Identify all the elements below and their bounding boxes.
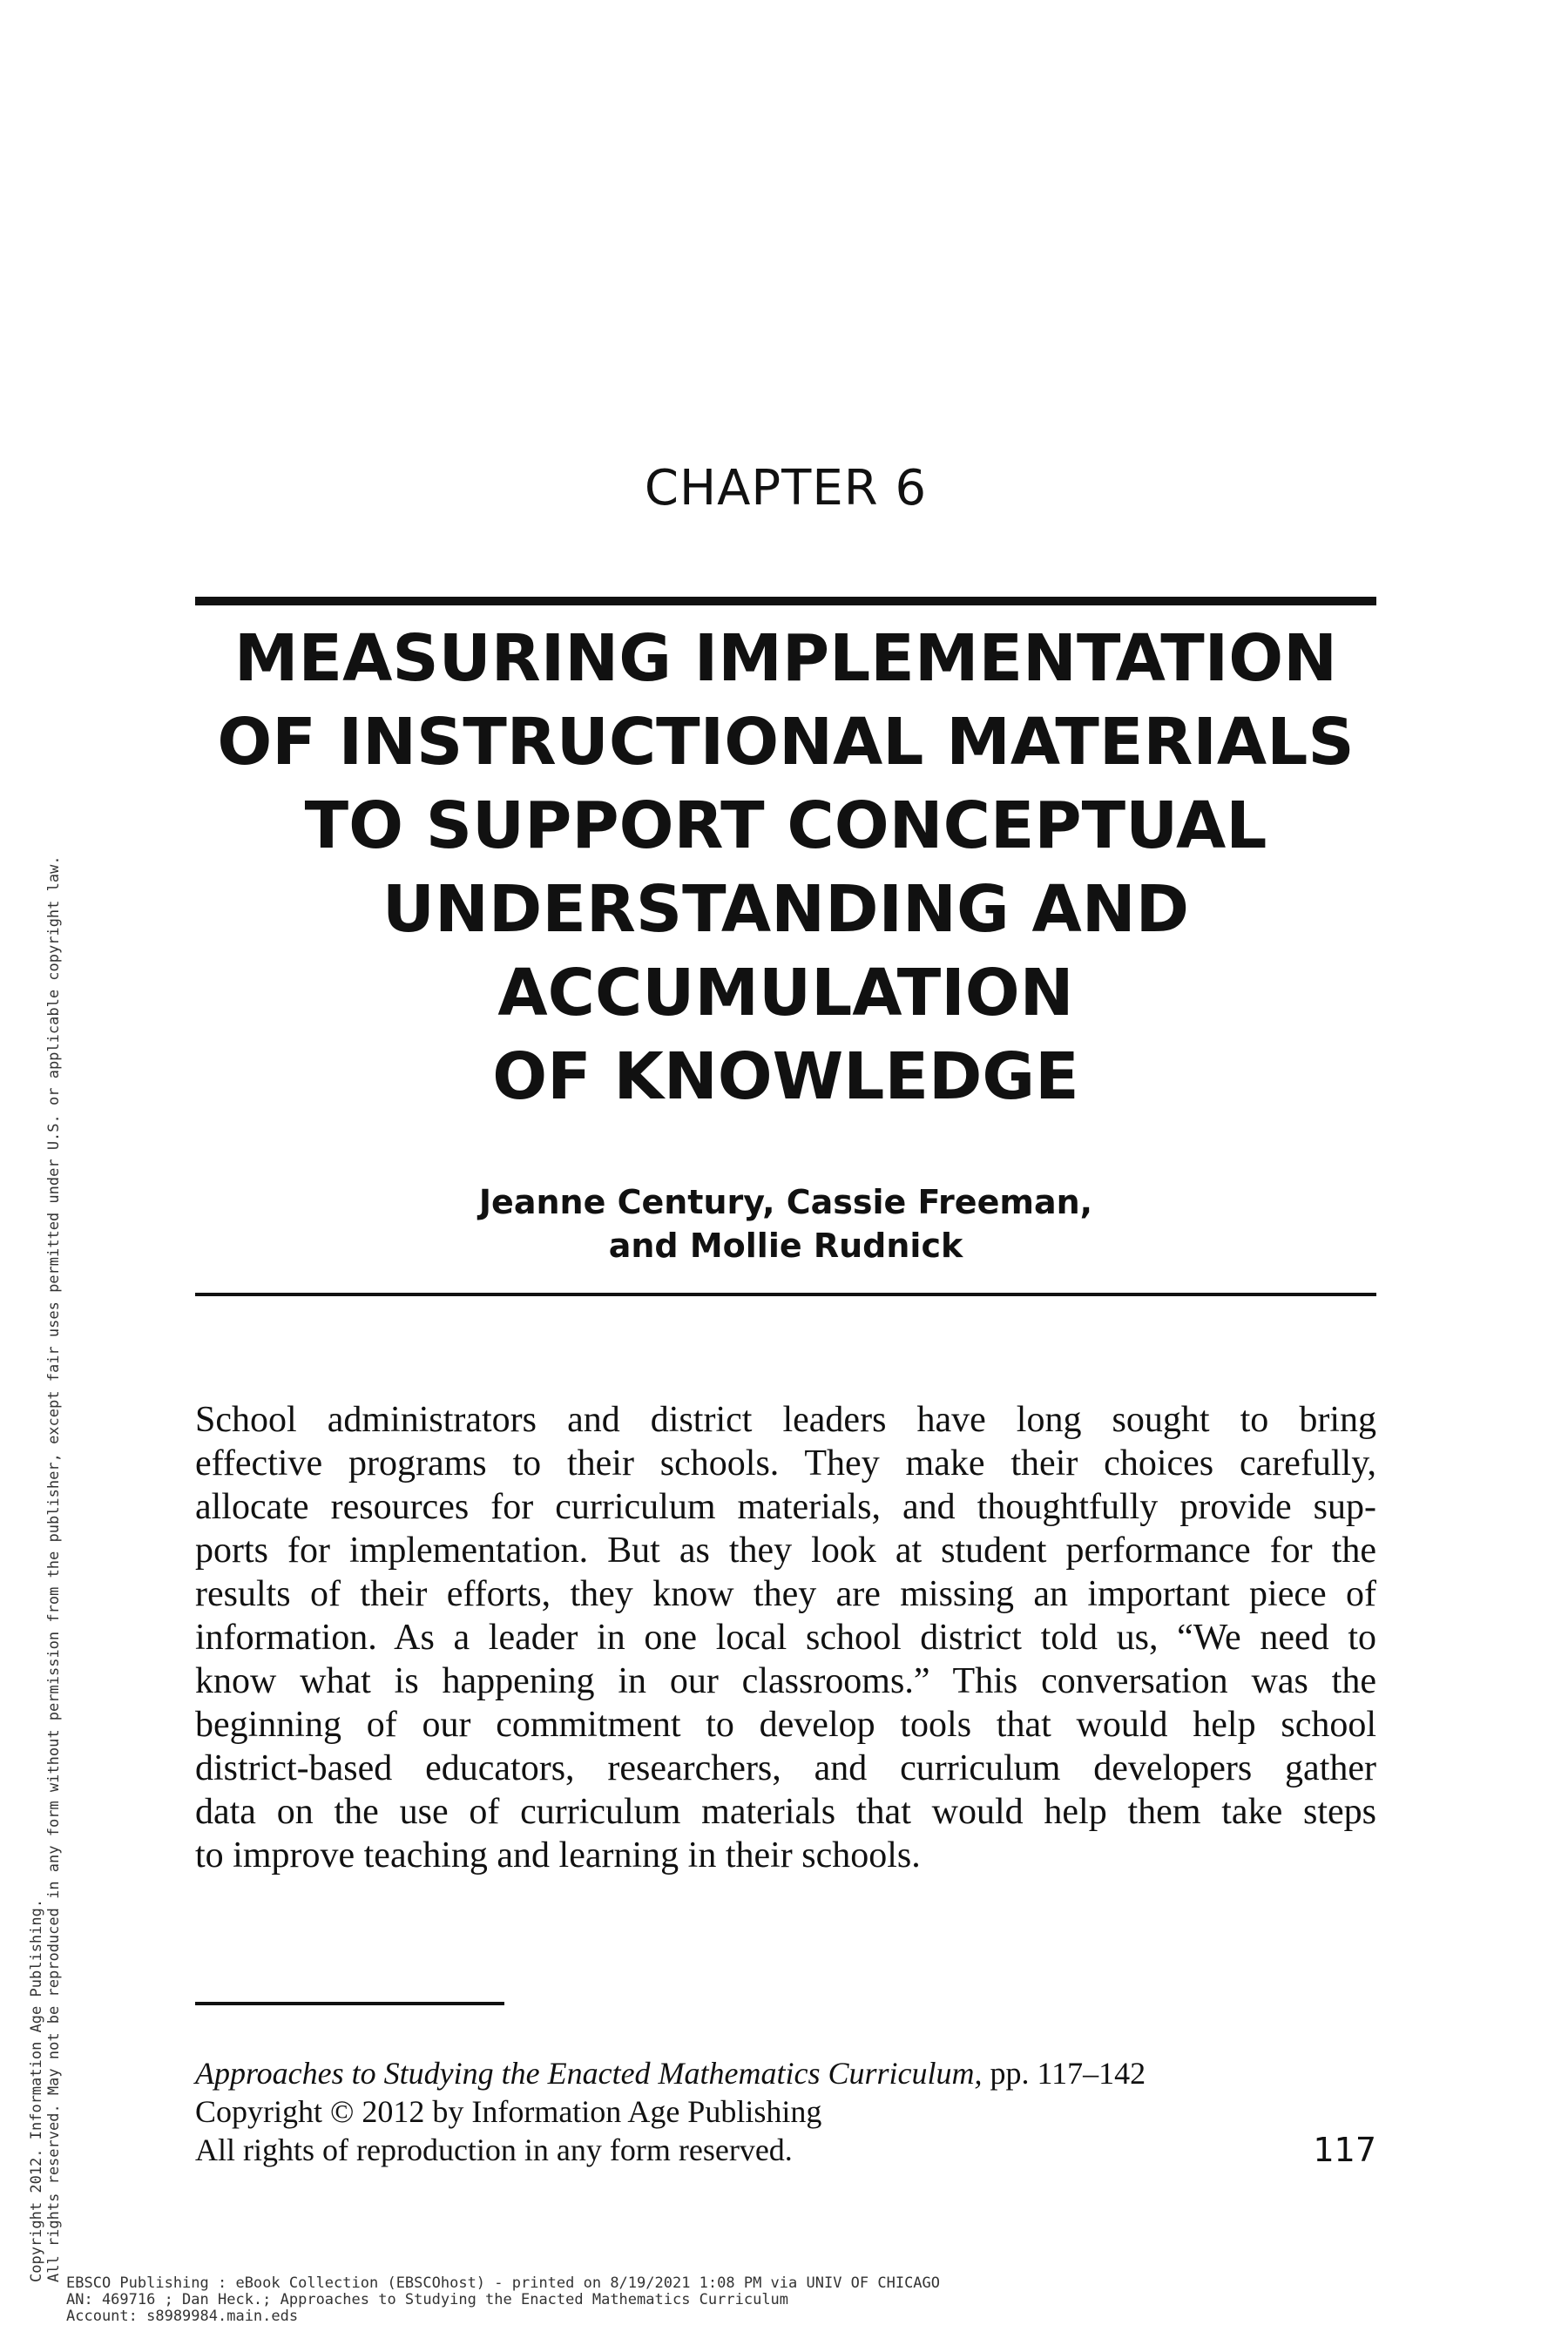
footnote-copyright: Copyright © 2012 by Information Age Publishing bbox=[195, 2094, 822, 2129]
sidebar-line: Copyright 2012. Information Age Publishing. bbox=[28, 1898, 45, 2282]
paragraph-line: data on the use of curriculum materials that would help them take steps bbox=[195, 1792, 1376, 1832]
book-title: Approaches to Studying the Enacted Mathematics Curriculum, bbox=[195, 2056, 983, 2091]
title-line: UNDERSTANDING AND bbox=[382, 872, 1190, 947]
ebsco-footer bbox=[66, 2275, 940, 2325]
authors bbox=[195, 1180, 1376, 1267]
paragraph-line: allocate resources for curriculum materials, and thoughtfully provide sup- bbox=[195, 1487, 1376, 1527]
authors-line: Jeanne Century, Cassie Freeman, bbox=[478, 1183, 1093, 1221]
paragraph-line: School administrators and district leaders have long sought to bring bbox=[195, 1400, 1376, 1440]
page-number: 117 bbox=[1313, 2131, 1376, 2169]
paragraph-line: information. As a leader in one local school district told us, “We need to bbox=[195, 1618, 1376, 1658]
chapter-title bbox=[195, 617, 1376, 1119]
footnote-citation bbox=[195, 2054, 1376, 2092]
sidebar-line: All rights reserved. May not be reproduced in any form without permission from the publisher, except fair uses permitted under U.S. or applicable copyright law. bbox=[45, 855, 63, 2282]
title-line: MEASURING IMPLEMENTATION bbox=[233, 621, 1338, 696]
page-range: pp. 117–142 bbox=[982, 2056, 1146, 2091]
title-line: OF KNOWLEDGE bbox=[492, 1039, 1079, 1114]
paragraph-line: district-based educators, researchers, and curriculum developers gather bbox=[195, 1748, 1376, 1788]
footnote-rights: All rights of reproduction in any form reserved. bbox=[195, 2132, 793, 2167]
footnote bbox=[195, 2054, 1376, 2169]
paragraph-line: to improve teaching and learning in their schools. bbox=[195, 1835, 921, 1876]
footnote-rule bbox=[195, 2002, 504, 2005]
ebsco-line: EBSCO Publishing : eBook Collection (EBSCOhost) - printed on 8/19/2021 1:08 PM via UNIV OF CHICAGO bbox=[66, 2274, 941, 2292]
paragraph-line: ports for implementation. But as they look at student performance for the bbox=[195, 1531, 1376, 1571]
opening-paragraph bbox=[195, 1398, 1376, 1877]
sidebar-copyright-notice bbox=[28, 801, 89, 2282]
paragraph-line: effective programs to their schools. They make their choices carefully, bbox=[195, 1443, 1376, 1484]
authors-line: and Mollie Rudnick bbox=[608, 1227, 963, 1265]
title-line: OF INSTRUCTIONAL MATERIALS bbox=[217, 705, 1355, 780]
title-line: ACCUMULATION bbox=[497, 956, 1074, 1031]
ebsco-line: AN: 469716 ; Dan Heck.; Approaches to Studying the Enacted Mathematics Curriculum bbox=[66, 2291, 789, 2308]
paragraph-line: know what is happening in our classrooms.” This conversation was the bbox=[195, 1661, 1376, 1701]
authors-bottom-rule bbox=[195, 1293, 1376, 1296]
paragraph-line: beginning of our commitment to develop tools that would help school bbox=[195, 1705, 1376, 1745]
title-line: TO SUPPORT CONCEPTUAL bbox=[304, 788, 1267, 863]
paragraph-line: results of their efforts, they know they are missing an important piece of bbox=[195, 1574, 1376, 1614]
title-top-rule bbox=[195, 597, 1376, 605]
chapter-label: CHAPTER 6 bbox=[644, 460, 928, 517]
ebsco-line: Account: s8989984.main.eds bbox=[66, 2308, 299, 2325]
